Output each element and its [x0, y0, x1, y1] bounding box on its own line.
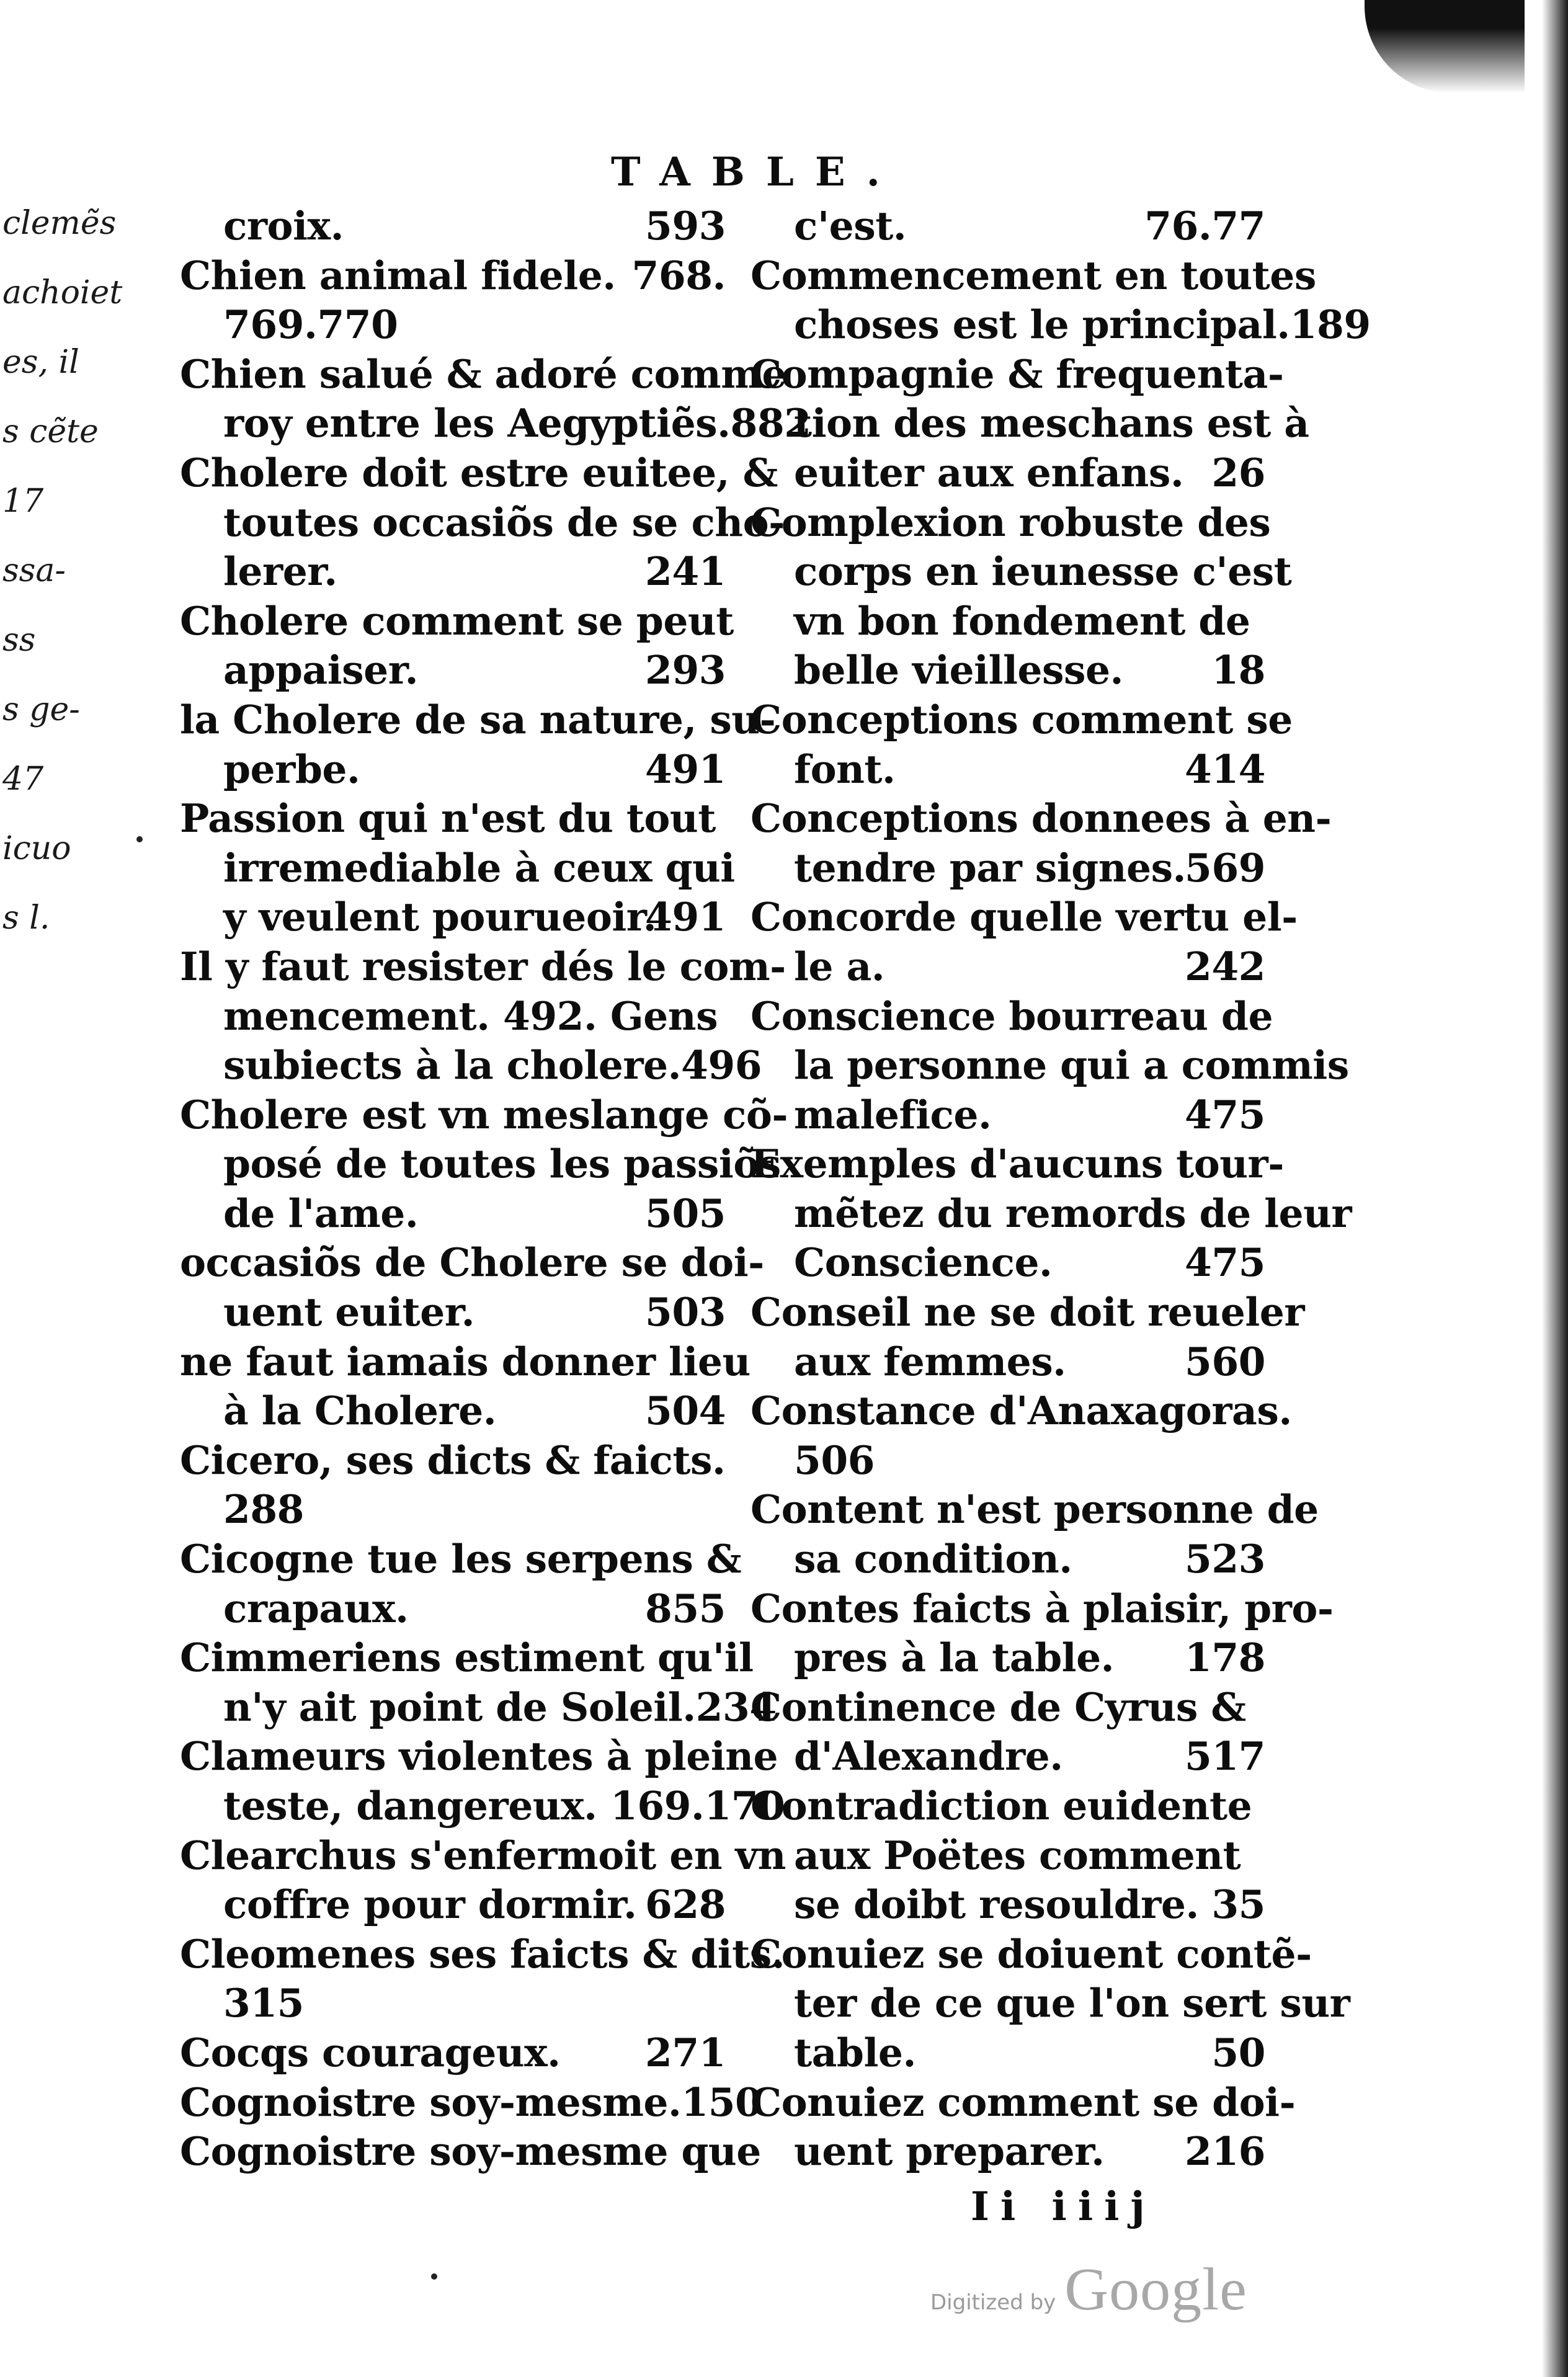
- index-entry-line: [751, 992, 1273, 1041]
- entry-text: Chien animal fidele.: [180, 252, 616, 298]
- index-entry: [180, 1436, 726, 1535]
- index-entry-line: [751, 1386, 1292, 1436]
- page-reference: 293: [644, 647, 726, 693]
- index-entry: [751, 350, 1309, 498]
- page-reference: 560: [1184, 1338, 1265, 1385]
- bleed-through-fragment: icuo: [2, 830, 71, 867]
- index-entry-line: [751, 1337, 1265, 1387]
- entry-text: 315: [223, 1980, 305, 2027]
- page-reference: 593: [644, 203, 726, 249]
- entry-text: Cimmeriens estiment qu'il: [180, 1634, 754, 1681]
- index-entry-line: [180, 300, 726, 350]
- entry-text: Passion qui n'est du tout: [180, 795, 716, 842]
- entry-text: sa condition.: [794, 1536, 1072, 1582]
- index-entry: [751, 695, 1293, 794]
- index-entry-line: [751, 794, 1332, 844]
- entry-text: Continence de Cyrus &: [751, 1684, 1246, 1730]
- entry-text: Cholere doit estre euitee, &: [180, 449, 778, 496]
- index-entry-line: [751, 1535, 1265, 1584]
- index-entry-line: [180, 498, 785, 548]
- entry-text: 288: [223, 1486, 305, 1533]
- index-entry-line: [751, 1436, 1265, 1486]
- entry-text: Conuiez comment se doi-: [751, 2079, 1296, 2125]
- page-reference: 768.: [631, 252, 726, 298]
- index-entry-line: [751, 844, 1265, 893]
- entry-text: Exemples d'aucuns tour-: [751, 1141, 1284, 1187]
- index-entry: [180, 2028, 726, 2078]
- entry-text: occasiõs de Cholere se doi-: [180, 1239, 764, 1286]
- page-reference: 491: [644, 746, 726, 792]
- entry-text: uent preparer.: [794, 2128, 1105, 2175]
- entry-text: Conceptions comment se: [751, 696, 1293, 743]
- page-reference: 216: [1184, 2128, 1265, 2175]
- index-entry-line: [180, 844, 735, 893]
- index-entry: [751, 1930, 1350, 2078]
- index-entry-line: [751, 2127, 1265, 2177]
- page-header: TABLE.: [611, 149, 901, 195]
- entry-text: n'y ait point de Soleil.234: [223, 1684, 777, 1730]
- entry-text: irremediable à ceux qui: [223, 844, 735, 891]
- index-entry-line: [751, 251, 1316, 301]
- index-entry-line: [180, 597, 734, 646]
- entry-text: aux Poëtes comment: [794, 1832, 1241, 1878]
- entry-text: mẽtez du remords de leur: [794, 1190, 1352, 1236]
- page-reference: 76.77: [1144, 203, 1265, 249]
- page-reference: 475: [1184, 1091, 1265, 1138]
- index-entry-line: [751, 1930, 1312, 1979]
- page-reference: 503: [644, 1289, 726, 1336]
- index-entry: [180, 448, 785, 597]
- entry-text: Complexion robuste des: [751, 499, 1271, 545]
- entry-text: table.: [794, 2029, 916, 2076]
- index-entry: [180, 1337, 751, 1436]
- entry-text: belle vieillesse.: [794, 647, 1123, 693]
- entry-text: mencement. 492. Gens: [223, 992, 718, 1039]
- page-reference: 855: [644, 1585, 726, 1631]
- page-reference: 241: [644, 548, 726, 595]
- stray-ink-dot: [136, 836, 143, 842]
- entry-text: Conuiez se doiuent contẽ-: [751, 1930, 1312, 1977]
- index-entry-line: [751, 893, 1298, 942]
- entry-text: font.: [794, 746, 896, 792]
- entry-text: Il y faut resister dés le com-: [180, 943, 786, 989]
- entry-text: pres à la table.: [794, 1634, 1115, 1681]
- index-entry-line: [180, 1930, 785, 1979]
- bleed-through-fragment: s ge-: [2, 691, 80, 728]
- index-entry-line: [180, 350, 786, 399]
- index-entry: [180, 794, 735, 942]
- index-entry-line: [751, 1238, 1265, 1288]
- index-entry-line: [180, 695, 776, 745]
- index-entry-line: [180, 2028, 726, 2078]
- index-entry-line: [180, 992, 726, 1041]
- entry-text: Cognoistre soy-mesme.150: [180, 2079, 762, 2125]
- index-entry: [180, 1930, 785, 2028]
- index-entry-line: [751, 1139, 1284, 1189]
- entry-text: choses est le principal.189: [794, 301, 1371, 348]
- entry-text: appaiser.: [223, 647, 419, 693]
- entry-text: Cholere comment se peut: [180, 597, 734, 644]
- entry-text: Cicero, ses dicts & faicts.: [180, 1437, 726, 1483]
- entry-text: tendre par signes.: [794, 844, 1186, 891]
- index-entry-line: [751, 1584, 1334, 1634]
- entry-text: Cleomenes ses faicts & dits.: [180, 1930, 785, 1977]
- index-entry: [751, 1782, 1265, 1930]
- index-entry-line: [180, 399, 811, 448]
- page-reference: 242: [1184, 943, 1265, 989]
- entry-text: roy entre les Aegyptiẽs.882: [223, 400, 811, 447]
- entry-text: corps en ieunesse c'est: [794, 548, 1292, 595]
- index-entry-line: [751, 1041, 1349, 1090]
- index-entry-line: [751, 399, 1309, 448]
- index-entry-line: [751, 547, 1292, 597]
- index-entry-line: [180, 1041, 762, 1090]
- index-entry: [751, 1288, 1305, 1386]
- index-entry-line: [180, 2078, 762, 2128]
- entry-text: Content n'est personne de: [751, 1486, 1319, 1533]
- bleed-through-fragment: 47: [2, 760, 44, 798]
- index-column-left: [180, 202, 811, 2177]
- index-entry-line: [751, 448, 1265, 498]
- index-entry-line: [180, 1831, 786, 1881]
- index-entry: [751, 251, 1371, 350]
- entry-text: Concorde quelle vertu el-: [751, 894, 1298, 940]
- entry-text: toutes occasiõs de se cho-: [223, 499, 785, 545]
- entry-text: subiects à la cholere.496: [223, 1042, 762, 1089]
- index-entry-line: [751, 1633, 1265, 1683]
- index-entry: [751, 202, 1265, 251]
- entry-text: posé de toutes les passiõs: [223, 1141, 781, 1187]
- page-reference: 271: [644, 2029, 726, 2076]
- index-entry-line: [180, 1386, 726, 1436]
- index-entry-line: [180, 1436, 726, 1486]
- index-entry-line: [751, 1189, 1352, 1239]
- stray-ink-dot: [431, 2273, 437, 2280]
- index-entry-line: [180, 547, 726, 597]
- index-entry: [180, 942, 786, 1090]
- index-entry-line: [180, 1090, 788, 1140]
- index-entry: [180, 1732, 785, 1831]
- bleed-through-fragment: ssa-: [2, 552, 66, 589]
- entry-text: la personne qui a commis: [794, 1042, 1349, 1089]
- index-entry-line: [180, 1288, 726, 1337]
- page-reference: 523: [1184, 1536, 1265, 1582]
- index-entry-line: [180, 1139, 781, 1189]
- page-reference: 505: [644, 1190, 726, 1236]
- index-entry-line: [180, 1683, 777, 1733]
- index-entry-line: [751, 1288, 1305, 1337]
- page-reference: 569: [1184, 844, 1265, 891]
- index-entry-line: [180, 646, 726, 695]
- index-entry-line: [180, 1880, 726, 1930]
- index-column-right: [751, 202, 1371, 2177]
- bleed-through-fragment: es, il: [2, 344, 79, 381]
- index-entry-line: [751, 1485, 1319, 1535]
- index-entry-line: [180, 251, 726, 301]
- index-entry-line: [180, 1782, 785, 1831]
- index-entry-line: [180, 1732, 778, 1782]
- index-entry-line: [751, 695, 1293, 745]
- index-entry-line: [751, 2078, 1296, 2128]
- index-entry-line: [180, 1535, 742, 1584]
- digitized-credit: [930, 2255, 1247, 2324]
- index-entry-line: [751, 1090, 1265, 1140]
- entry-text: malefice.: [794, 1091, 992, 1138]
- google-logo: Google: [1064, 2256, 1247, 2323]
- entry-text: lerer.: [223, 548, 337, 595]
- signature-mark: Ii iiij: [971, 2183, 1156, 2230]
- index-entry: [180, 597, 734, 695]
- entry-text: Cocqs courageux.: [180, 2029, 561, 2076]
- index-entry-line: [180, 1238, 764, 1288]
- entry-text: Contes faicts à plaisir, pro-: [751, 1585, 1334, 1631]
- index-entry: [180, 350, 811, 448]
- index-entry-line: [180, 1485, 726, 1535]
- index-entry-line: [751, 202, 1265, 251]
- entry-text: Clearchus s'enfermoit en vn: [180, 1832, 786, 1878]
- index-entry-line: [180, 942, 786, 992]
- index-entry-line: [751, 2028, 1265, 2078]
- index-entry: [751, 794, 1332, 893]
- index-entry-line: [180, 893, 726, 942]
- page-reference: 491: [644, 894, 726, 940]
- index-entry: [180, 1831, 786, 1930]
- entry-text: Conseil ne se doit reueler: [751, 1289, 1305, 1336]
- page-edge-shadow: [1525, 0, 1568, 2377]
- index-entry-line: [751, 942, 1265, 992]
- index-entry: [180, 251, 726, 350]
- entry-text: aux femmes.: [794, 1338, 1066, 1385]
- entry-text: 506: [794, 1437, 875, 1483]
- entry-text: crapaux.: [223, 1585, 409, 1631]
- entry-text: Cicogne tue les serpens &: [180, 1536, 742, 1582]
- index-entry-line: [751, 498, 1271, 548]
- index-entry-line: [180, 1337, 751, 1387]
- index-entry-line: [751, 1683, 1265, 1733]
- index-entry-line: [751, 300, 1371, 350]
- entry-text: ter de ce que l'on sert sur: [794, 1980, 1350, 2027]
- bleed-through-fragment: clemẽs: [2, 205, 117, 242]
- entry-text: teste, dangereux. 169.170: [223, 1783, 785, 1829]
- bleed-through-margin: [0, 205, 123, 2252]
- index-entry-line: [751, 1831, 1265, 1881]
- entry-text: Contradiction euidente: [751, 1783, 1252, 1829]
- bleed-through-fragment: 17: [2, 483, 44, 520]
- index-entry: [751, 1584, 1334, 1683]
- page-reference: 35: [1211, 1881, 1265, 1928]
- index-entry: [180, 1535, 742, 1633]
- bleed-through-fragment: achoiet: [2, 274, 123, 311]
- bleed-through-fragment: s l.: [2, 899, 50, 937]
- index-entry: [180, 1090, 788, 1239]
- index-entry-line: [180, 1584, 726, 1634]
- entry-text: à la Cholere.: [223, 1388, 497, 1434]
- entry-text: perbe.: [223, 746, 360, 792]
- index-entry-line: [751, 646, 1265, 695]
- entry-text: Conscience.: [794, 1239, 1053, 1286]
- index-entry: [751, 1386, 1292, 1485]
- entry-text: coffre pour dormir.: [223, 1881, 637, 1928]
- index-entry: [180, 1238, 764, 1337]
- entry-text: d'Alexandre.: [794, 1733, 1063, 1780]
- entry-text: Chien salué & adoré comme: [180, 350, 786, 397]
- index-entry-line: [751, 597, 1265, 646]
- index-entry: [180, 2127, 761, 2177]
- page-reference: 475: [1184, 1239, 1265, 1286]
- bleed-through-fragment: ss: [2, 622, 36, 659]
- digitized-by-text: Digitized by: [930, 2290, 1056, 2315]
- index-entry: [751, 1139, 1352, 1288]
- page-reference: 628: [644, 1881, 726, 1928]
- index-entry-line: [751, 1880, 1265, 1930]
- index-entry-line: [180, 1189, 726, 1239]
- entry-text: se doibt resouldre.: [794, 1881, 1199, 1928]
- page-reference: 26: [1211, 449, 1265, 496]
- index-entry: [180, 202, 726, 251]
- index-entry-line: [751, 1979, 1350, 2028]
- index-entry: [180, 695, 776, 794]
- entry-text: uent euiter.: [223, 1289, 475, 1336]
- page-reference: 517: [1184, 1733, 1265, 1780]
- index-entry: [751, 992, 1349, 1140]
- index-entry: [180, 1633, 777, 1732]
- entry-text: le a.: [794, 943, 885, 989]
- entry-text: c'est.: [794, 203, 907, 249]
- index-entry-line: [751, 1732, 1265, 1782]
- index-entry-line: [180, 1979, 726, 2028]
- page-reference: 504: [644, 1388, 726, 1434]
- entry-text: Commencement en toutes: [751, 252, 1316, 298]
- entry-text: Cholere est vn meslange cõ-: [180, 1091, 788, 1138]
- index-entry: [751, 1683, 1265, 1782]
- entry-text: euiter aux enfans.: [794, 449, 1184, 496]
- index-entry: [751, 893, 1298, 991]
- entry-text: la Cholere de sa nature, su-: [180, 696, 776, 743]
- index-entry-line: [180, 745, 726, 795]
- bleed-through-fragment: s cẽte: [2, 413, 99, 450]
- entry-text: Clameurs violentes à pleine: [180, 1733, 778, 1780]
- entry-text: y veulent pourueoir.: [223, 894, 657, 940]
- index-entry-line: [751, 350, 1284, 399]
- index-entry-line: [180, 2127, 761, 2177]
- entry-text: Conscience bourreau de: [751, 992, 1273, 1039]
- entry-text: ne faut iamais donner lieu: [180, 1338, 751, 1385]
- entry-text: vn bon fondement de: [794, 597, 1250, 644]
- entry-text: Conceptions donnees à en-: [751, 795, 1332, 842]
- index-entry-line: [180, 448, 778, 498]
- index-entry-line: [180, 202, 726, 251]
- page-reference: 414: [1184, 746, 1265, 792]
- index-entry-line: [751, 1782, 1265, 1831]
- entry-text: de l'ame.: [223, 1190, 419, 1236]
- entry-text: Compagnie & frequenta-: [751, 350, 1284, 397]
- index-entry-line: [180, 1633, 754, 1683]
- index-entry: [751, 2078, 1296, 2177]
- index-entry: [751, 498, 1292, 695]
- entry-text: Constance d'Anaxagoras.: [751, 1388, 1292, 1434]
- page-reference: 178: [1184, 1634, 1265, 1681]
- index-entry-line: [180, 794, 726, 844]
- page-reference: 50: [1211, 2029, 1265, 2076]
- entry-text: croix.: [223, 203, 344, 249]
- entry-text: 769.770: [223, 301, 398, 348]
- index-entry-line: [751, 745, 1265, 795]
- index-entry: [180, 2078, 762, 2128]
- entry-text: tion des meschans est à: [794, 400, 1309, 447]
- entry-text: Cognoistre soy-mesme que: [180, 2128, 761, 2175]
- index-entry: [751, 1485, 1319, 1584]
- page-reference: 18: [1211, 647, 1265, 693]
